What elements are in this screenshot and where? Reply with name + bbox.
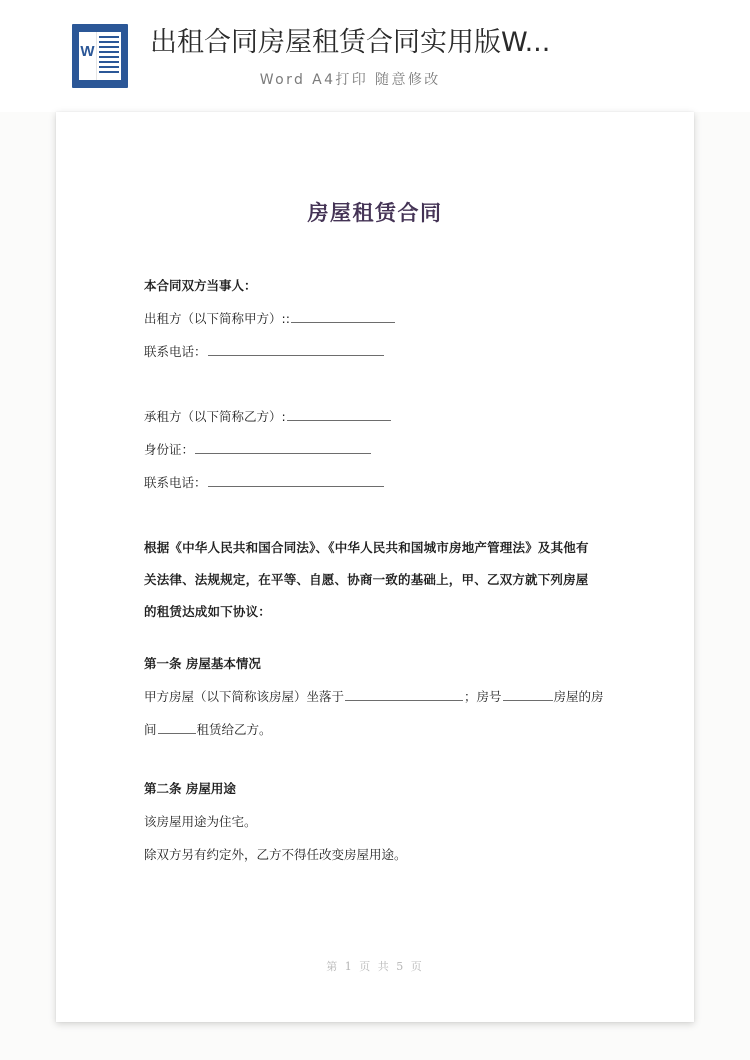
word-icon-lines	[99, 36, 119, 76]
preamble-line-2: 关法律、法规规定，在平等、自愿、协商一致的基础上，甲、乙双方就下列房屋	[144, 572, 589, 587]
spacer	[144, 739, 638, 779]
lessor-line	[144, 309, 638, 328]
article-2-paragraph-1: 该房屋用途为住宅。	[144, 814, 257, 829]
preview-header	[0, 0, 750, 112]
lessee-phone-blank[interactable]	[208, 474, 384, 487]
article-2-paragraph-2: 除双方另有约定外，乙方不得任改变房屋用途。	[144, 847, 407, 862]
room-number-blank[interactable]	[503, 688, 553, 701]
spacer	[144, 492, 638, 532]
spacer	[144, 328, 638, 342]
spacer	[144, 673, 638, 687]
word-icon-letter: W	[80, 43, 95, 60]
spacer	[144, 295, 638, 309]
lessee-phone-line	[144, 473, 638, 492]
lessee-label: 承租方（以下简称乙方）:	[144, 409, 286, 424]
header-text-block	[128, 24, 550, 89]
lessee-blank[interactable]	[287, 408, 391, 421]
article-2-title: 第二条 房屋用途	[144, 781, 236, 796]
lessee-id-line	[144, 440, 638, 459]
parties-label: 本合同双方当事人：	[144, 278, 257, 293]
lessor-phone-blank[interactable]	[208, 343, 384, 356]
word-app-icon	[72, 24, 128, 88]
spacer	[144, 426, 638, 440]
page-number-footer: 第 1 页 共 5 页	[326, 960, 424, 973]
article-1-title: 第一条 房屋基本情况	[144, 656, 261, 671]
preamble-line-1: 根据《中华人民共和国合同法》、《中华人民共和国城市房地产管理法》及其他有	[144, 540, 589, 555]
spacer	[144, 831, 638, 845]
header-inner	[0, 24, 550, 89]
document-body	[56, 276, 694, 864]
article-1-text-c: 房屋的房	[553, 689, 604, 704]
document-subtitle: Word A4打印 随意修改	[259, 72, 441, 88]
document-page[interactable]	[56, 112, 694, 1022]
document-title: 出租合同房屋租赁合同实用版W...	[150, 27, 551, 58]
lessee-id-label: 身份证：	[144, 442, 195, 457]
lessor-label: 出租方（以下简称甲方）::	[144, 311, 290, 326]
spacer	[144, 459, 638, 473]
contract-heading: 房屋租赁合同	[307, 201, 443, 225]
lessor-blank[interactable]	[291, 310, 395, 323]
article-1-text-e: 租赁给乙方。	[196, 722, 272, 737]
article-1-text-b: ；房号	[464, 689, 502, 704]
room-blank[interactable]	[158, 721, 196, 734]
spacer	[144, 628, 638, 654]
spacer	[144, 361, 638, 407]
lessee-line	[144, 407, 638, 426]
article-1-text-a: 甲方房屋（以下简称该房屋）坐落于	[144, 689, 345, 704]
article-1-paragraph-1	[144, 687, 638, 706]
address-blank[interactable]	[345, 688, 463, 701]
preamble-line-3: 的租赁达成如下协议：	[144, 604, 272, 619]
lessor-phone-label: 联系电话：	[144, 344, 207, 359]
lessor-phone-line	[144, 342, 638, 361]
spacer	[144, 706, 638, 720]
lessee-phone-label: 联系电话：	[144, 475, 207, 490]
lessee-id-blank[interactable]	[195, 441, 371, 454]
article-1-text-d: 间	[144, 722, 157, 737]
spacer	[144, 798, 638, 812]
article-1-paragraph-2	[144, 720, 638, 739]
